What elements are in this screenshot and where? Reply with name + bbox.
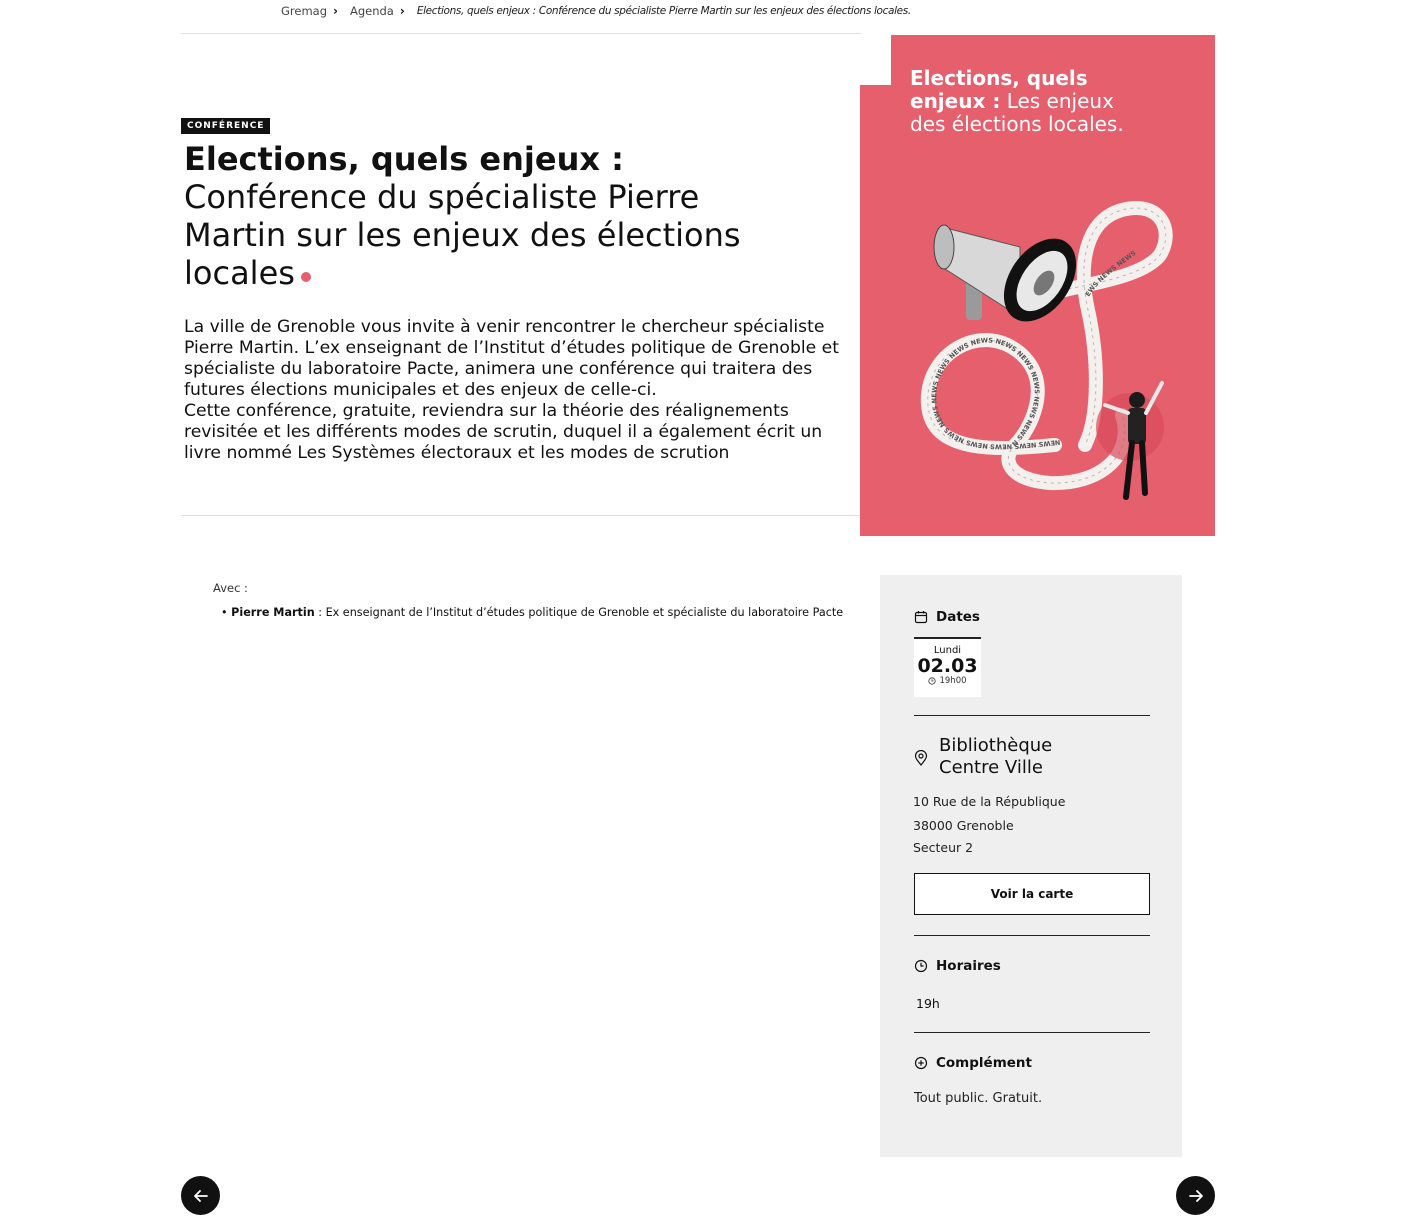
complement-value: Tout public. Gratuit. — [914, 1091, 1043, 1106]
section-divider — [914, 1032, 1150, 1033]
dates-heading-label: Dates — [936, 609, 980, 625]
hours-value: 19h — [916, 996, 940, 1011]
calendar-icon — [914, 610, 928, 624]
person-figure — [1096, 383, 1164, 497]
chevron-right-icon: › — [333, 4, 338, 18]
venue-sector: Secteur 2 — [913, 840, 974, 855]
date-card — [914, 637, 981, 697]
dates-heading — [914, 609, 980, 625]
breadcrumb-item-agenda[interactable]: Agenda — [349, 4, 394, 18]
date-time — [914, 676, 981, 686]
speaker-list-item — [221, 606, 843, 619]
plus-circle-icon — [914, 1056, 928, 1070]
hours-heading-label: Horaires — [936, 958, 1001, 974]
event-info-card — [880, 575, 1182, 1157]
section-divider — [914, 715, 1150, 716]
location-pin-icon — [914, 750, 928, 766]
clock-icon — [928, 677, 936, 685]
section-divider — [914, 935, 1150, 936]
clock-icon — [914, 959, 928, 973]
speaker-name: Pierre Martin — [231, 606, 315, 619]
complement-heading-label: Complément — [936, 1055, 1032, 1071]
page-title — [184, 140, 744, 292]
breadcrumb — [281, 4, 911, 18]
speakers-label: Avec : — [213, 581, 248, 595]
top-divider — [181, 33, 861, 34]
page-title-bold: Elections, quels enjeux : — [184, 140, 624, 178]
category-tag: CONFÉRENCE — [181, 118, 270, 134]
venue-city: 38000 Grenoble — [913, 818, 1014, 833]
venue-address: 10 Rue de la République — [913, 794, 1066, 809]
date-day: Lundi — [933, 645, 962, 656]
poster-title-bold: Elections, quels enjeux : — [910, 66, 1088, 113]
next-event-button[interactable] — [1176, 1176, 1215, 1215]
description-paragraph: La ville de Grenoble vous invite à venir rencontrer le chercheur spécialiste Pierre Martin. L’ex enseignant de l’Institut d’études politique de Grenoble et spécialiste du laboratoire Pacte, animera une conférence qui traitera des futures élections municipales et des enjeux de celle-ci. — [184, 317, 839, 400]
view-map-button[interactable]: Voir la carte — [914, 873, 1150, 915]
header-bottom-divider — [181, 515, 891, 516]
megaphone-icon — [934, 225, 1091, 335]
event-description — [184, 317, 844, 464]
speaker-separator: : — [314, 606, 326, 619]
previous-event-button[interactable] — [181, 1176, 220, 1215]
poster-notch — [860, 35, 891, 85]
date-time-label: 19h00 — [939, 676, 967, 686]
poster-title-rest: Les enjeux des élections locales. — [910, 89, 1124, 136]
chevron-right-icon: › — [399, 4, 405, 18]
bullet-icon: • — [221, 606, 228, 619]
date-number: 02.03 — [917, 655, 978, 677]
arrow-right-icon — [1187, 1187, 1205, 1205]
speaker-bio: Ex enseignant de l’Institut d’études politique de Grenoble et spécialiste du laboratoire Pacte — [325, 606, 844, 619]
title-accent-dot — [301, 272, 311, 282]
venue-name: Bibliothèque Centre Ville — [939, 735, 1053, 778]
poster-illustration — [860, 35, 1215, 536]
description-paragraph: Cette conférence, gratuite, reviendra sur la théorie des réalignements revisitée et les différents modes de scrutin, duquel il a également écrit un livre nommé Les Systèmes électoraux et les modes de scrution — [184, 401, 823, 463]
ribbon-text: NEWS NEWS NEWS NEWS NEWS NEWS NEWS NEWS NEWS NEWS NEWS NEWS NEWS NEWS NEWS NEWS NEWS NEWS — [930, 249, 1138, 451]
breadcrumb-item-gremag[interactable]: Gremag — [281, 4, 328, 18]
page-title-rest: Conférence du spécialiste Pierre Martin sur les enjeux des élections locales — [184, 178, 741, 292]
hours-heading — [914, 958, 1001, 974]
breadcrumb-current: Elections, quels enjeux : Conférence du spécialiste Pierre Martin sur les enjeux des élections locales. — [416, 5, 911, 17]
event-poster-image — [860, 35, 1215, 536]
complement-heading — [914, 1055, 1032, 1071]
arrow-left-icon — [192, 1187, 210, 1205]
